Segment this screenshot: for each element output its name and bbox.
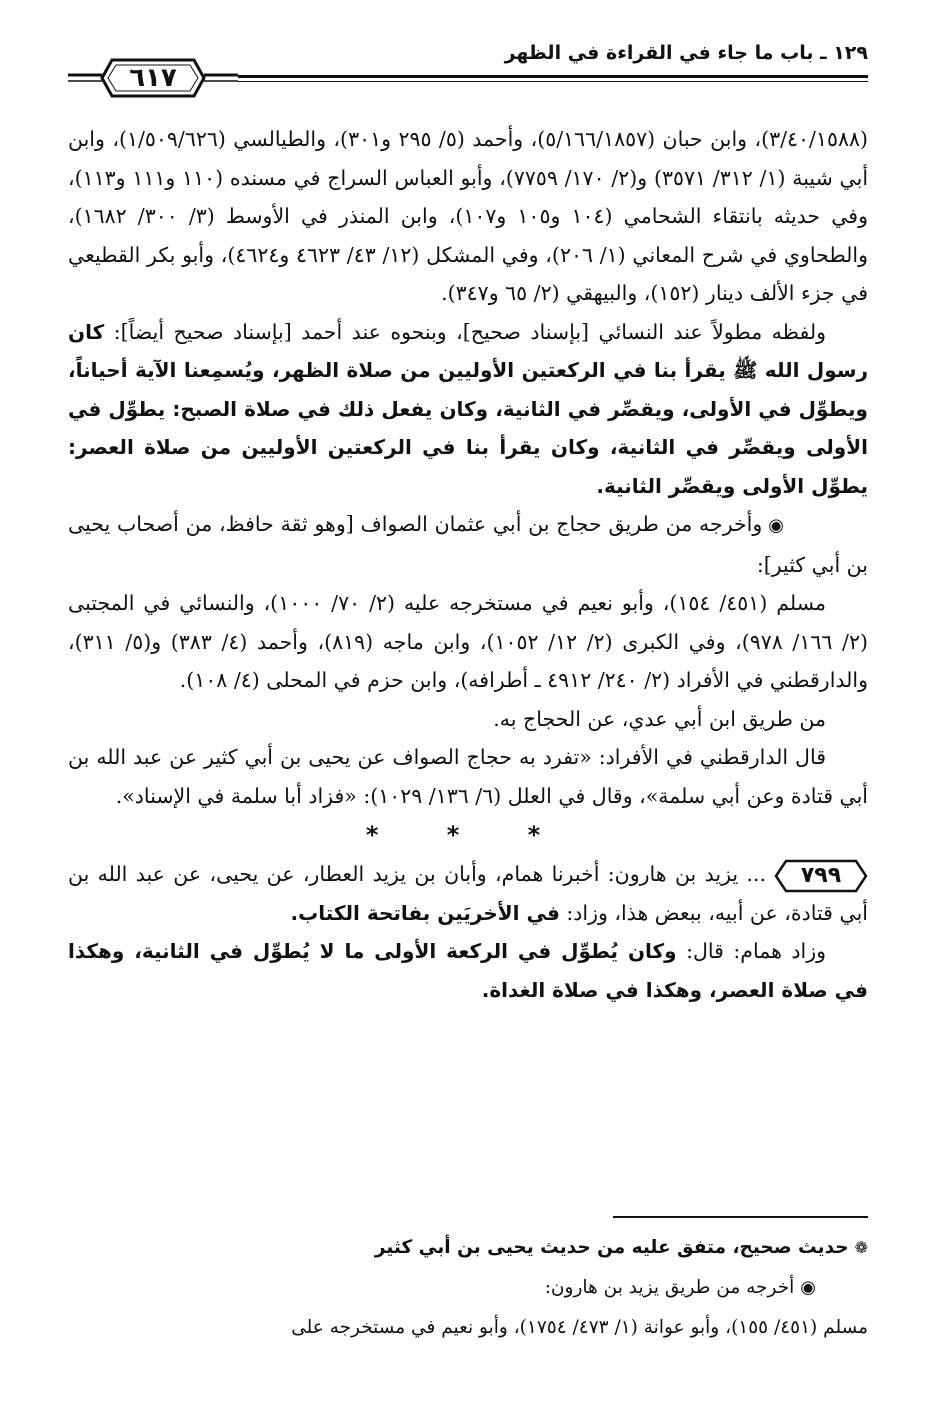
main-text — [68, 120, 868, 1009]
footnote-line-2: مسلم (٤٥١/ ١٥٥)، وأبو عوانة (١/ ٤٧٣/ ١٧٥٤)، وأبو نعيم في مستخرجه على — [291, 1317, 868, 1338]
footnote-bullet-icon: ◉ — [800, 1277, 816, 1298]
page-number-ornament — [68, 56, 238, 100]
footnote-verdict: حديث صحيح، متفق عليه من حديث يحيى بن أبي كثير — [374, 1237, 849, 1258]
page-header — [68, 36, 868, 116]
paragraph-daraqutni: قال الدارقطني في الأفراد: «تفرد به حجاج الصواف عن يحيى بن أبي كثير عن عبد الله بن أبي قتادة وعن أبي سلمة»، وقال في العلل (٦/ ١٣٦/ ١٠٢٩): «فزاد أبا سلمة في الإسناد». — [68, 745, 868, 808]
flower-icon: ❁ — [854, 1238, 868, 1257]
bullet-icon: ◉ — [768, 515, 784, 536]
footnote-line-1 — [68, 1268, 868, 1308]
paragraph-other-route — [68, 505, 868, 584]
paragraph-route-note: من طريق ابن أبي عدي، عن الحجاج به. — [493, 706, 826, 731]
paragraph-hammam-addition — [68, 932, 868, 1009]
page-number: ٦١٧ — [129, 63, 177, 93]
paragraph-muslim-refs: مسلم (٤٥١/ ١٥٤)، وأبو نعيم في مستخرجه عليه (٢/ ٧٠/ ١٠٠٠)، والنسائي في المجتبى (٢/ ١٦٦/ ٩٧٨)، وفي الكبرى (٢/ ١٢/ ١٠٥٢)، وابن ماجه (٨١٩)، وأحمد (٤/ ٣٨٣) و(٥/ ٣١١)، والدارقطني في الأفراد (٢/ ٢٤٠/ ٤٩١٢ ـ أطرافه)، وابن حزم في المحلى (٤/ ١٠٨). — [68, 591, 868, 692]
hadith-799-isnad: ... يزيد بن هارون: أخبرنا همام، وأبان بن يزيد العطار، عن يحيى، عن عبد الله بن أبي قتادة، عن أبيه، ببعض هذا، وزاد: — [68, 862, 868, 925]
hadith-799-addition: في الأخريَين بفاتحة الكتاب. — [290, 900, 560, 925]
footnote-rule — [613, 1216, 868, 1218]
other-route-text: وأخرجه من طريق حجاج بن أبي عثمان الصواف [وهو ثقة حافظ، من أصحاب يحيى بن أبي كثير]: — [68, 512, 868, 577]
footnotes — [68, 1228, 868, 1348]
hadith-number-badge — [774, 859, 868, 893]
running-title: ١٢٩ ـ باب ما جاء في القراءة في الظهر — [504, 42, 868, 64]
wording-intro: ولفظه مطولاً عند النسائي [بإسناد صحيح]، وبنحوه عند أحمد [بإسناد صحيح أيضاً]: — [104, 319, 826, 344]
paragraph-references: (٣/٤٠/١٥٨٨)، وابن حبان (٥/١٦٦/١٨٥٧)، وأحمد (٥/ ٢٩٥ و٣٠١)، والطيالسي (١/٥٠٩/٦٢٦)، وابن أبي شيبة (١/ ٣١٢/ ٣٥٧١) و(٢/ ١٧٠/ ٧٧٥٩)، وأبو العباس السراج في مسنده (١١٠ و١١١ و١١٣)، وفي حديثه بانتقاء الشحامي (١٠٤ و١٠٥ و١٠٧)، وابن المنذر في الأوسط (٣/ ٣٠٠/ ١٦٨٢)، والطحاوي في شرح المعاني (١/ ٢٠٦)، وفي المشكل (١٢/ ٤٣/ ٤٦٢٣ و٤٦٢٤)، وأبو بكر القطيعي في جزء الألف دينار (١٥٢)، والبيهقي (٢/ ٦٥ و٣٤٧). — [68, 127, 869, 305]
hadith-number: ٧٩٩ — [800, 862, 842, 888]
section-separator: * * * — [365, 821, 571, 849]
footnote-heading — [68, 1228, 868, 1268]
paragraph-wording — [68, 313, 868, 506]
paragraph-hadith-799 — [68, 855, 868, 932]
hammam-intro: وزاد همام: قال: — [676, 939, 827, 963]
wording-hadith-text: كان رسول الله ﷺ يقرأ بنا في الركعتين الأوليين من صلاة الظهر، ويُسمِعنا الآية أحياناً، ويطوِّل في الأولى، ويقصِّر في الثانية، وكان يفعل ذلك في صلاة الصبح: يطوِّل في الأولى ويقصِّر في الثانية، وكان يقرأ بنا في الركعتين الأوليين من صلاة العصر: يطوِّل الأولى ويقصِّر الثانية. — [68, 319, 868, 498]
footnote-route: أخرجه من طريق يزيد بن هارون: — [544, 1277, 795, 1298]
hammam-text: وكان يُطوِّل في الركعة الأولى ما لا يُطوِّل في الثانية، وهكذا في صلاة العصر، وهكذا في صلاة الغداة. — [68, 939, 868, 1002]
